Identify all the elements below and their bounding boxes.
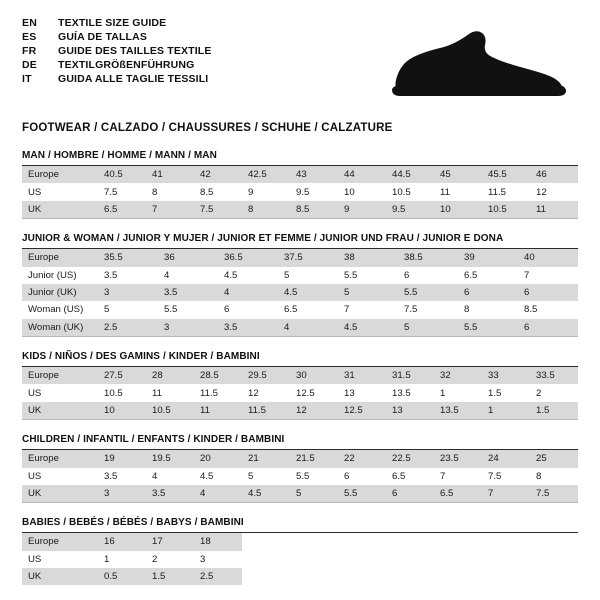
size-cell: 10.5 [104, 387, 123, 399]
empty-cell [290, 568, 338, 585]
size-cell: 32 [434, 367, 482, 384]
empty-cell [482, 568, 530, 585]
size-cell: 5 [284, 269, 290, 281]
size-cell: 45.5 [482, 166, 530, 183]
empty-cell [530, 533, 578, 550]
size-block-junior-woman [22, 233, 578, 337]
size-cell: 3.5 [104, 269, 118, 281]
size-cell: 41 [146, 166, 194, 183]
size-cell: 6.5 [392, 470, 406, 482]
size-cell: 11 [440, 186, 450, 198]
empty-cell [338, 551, 386, 568]
size-cell: 16 [98, 533, 146, 550]
size-cell: 8 [536, 470, 542, 482]
page-title: FOOTWEAR / CALZADO / CHAUSSURES / SCHUHE / CALZATURE [22, 122, 393, 134]
size-cell: 7.5 [530, 485, 578, 503]
size-cell: 8 [464, 304, 470, 316]
language-row [22, 32, 211, 46]
empty-cell [530, 551, 578, 568]
block-title: JUNIOR & WOMAN / JUNIOR Y MUJER / JUNIOR ET FEMME / JUNIOR UND FRAU / JUNIOR E DONA [22, 233, 578, 249]
size-cell: 10 [98, 402, 146, 420]
size-cell: 6 [518, 284, 578, 301]
row-label: Woman (UK) [22, 319, 98, 337]
size-cell: 9 [338, 201, 386, 219]
size-cell: 13.5 [434, 402, 482, 420]
language-title-list [22, 18, 211, 87]
table-row [22, 249, 578, 266]
empty-cell [386, 533, 434, 550]
size-cell: 7.5 [194, 201, 242, 219]
size-table-kids [22, 367, 578, 420]
table-row [22, 485, 578, 503]
size-cell: 4 [152, 470, 158, 482]
size-cell: 5.5 [398, 284, 458, 301]
size-cell: 31 [338, 367, 386, 384]
size-cell: 5.5 [458, 319, 518, 337]
size-cell: 19.5 [146, 450, 194, 467]
size-table-body [22, 249, 578, 336]
size-cell: 45 [434, 166, 482, 183]
size-cell: 4 [194, 485, 242, 503]
row-label: Europe [22, 166, 98, 183]
empty-cell [434, 568, 482, 585]
size-cell: 4.5 [200, 470, 214, 482]
size-cell: 28 [146, 367, 194, 384]
size-cell: 13 [386, 402, 434, 420]
size-block-man [22, 150, 578, 219]
size-cell: 4.5 [242, 485, 290, 503]
size-cell: 5 [104, 304, 110, 316]
table-row [22, 201, 578, 219]
size-cell: 7.5 [404, 304, 418, 316]
language-code: EN [22, 17, 37, 29]
size-table-babies [22, 533, 578, 585]
row-label: Europe [22, 450, 98, 467]
size-cell: 30 [290, 367, 338, 384]
size-cell: 12.5 [338, 402, 386, 420]
size-cell: 3 [200, 553, 206, 565]
size-cell: 6 [344, 470, 350, 482]
size-cell: 7 [146, 201, 194, 219]
size-cell: 27.5 [98, 367, 146, 384]
size-cell: 10 [344, 186, 355, 198]
table-row [22, 533, 578, 550]
size-cell: 38 [338, 249, 398, 266]
size-cell: 5.5 [344, 269, 358, 281]
size-cell: 5.5 [164, 304, 178, 316]
size-cell: 24 [482, 450, 530, 467]
size-cell: 39 [458, 249, 518, 266]
table-row [22, 384, 578, 401]
size-cell: 6.5 [464, 269, 478, 281]
size-cell: 8 [152, 186, 158, 198]
size-cell: 9 [248, 186, 254, 198]
size-cell: 18 [194, 533, 242, 550]
table-row [22, 468, 578, 485]
empty-cell [242, 568, 290, 585]
size-cell: 3 [98, 485, 146, 503]
row-label: Europe [22, 367, 98, 384]
size-cell: 44.5 [386, 166, 434, 183]
size-table-junior-woman [22, 249, 578, 337]
row-label: UK [22, 568, 98, 585]
table-row [22, 551, 578, 568]
empty-cell [386, 568, 434, 585]
size-cell: 13 [344, 387, 355, 399]
size-cell: 29.5 [242, 367, 290, 384]
language-title: TEXTILE SIZE GUIDE [58, 17, 167, 29]
size-cell: 5 [290, 485, 338, 503]
language-title: TEXTILGRÖßENFÜHRUNG [58, 58, 195, 71]
size-block-children [22, 434, 578, 503]
language-row [22, 18, 211, 32]
row-label: UK [22, 402, 98, 420]
row-label: Junior (US) [28, 269, 77, 281]
size-cell: 21 [242, 450, 290, 467]
size-cell: 0.5 [98, 568, 146, 585]
size-cell: 13.5 [392, 387, 411, 399]
size-cell: 6 [518, 319, 578, 337]
size-cell: 19 [98, 450, 146, 467]
size-cell: 9.5 [386, 201, 434, 219]
size-cell: 7 [524, 269, 530, 281]
row-label: Europe [22, 249, 98, 266]
size-cell: 4 [278, 319, 338, 337]
size-cell: 7 [440, 470, 446, 482]
size-table-body [22, 166, 578, 219]
row-label: US [28, 186, 42, 198]
size-cell: 3.5 [104, 470, 118, 482]
empty-cell [338, 533, 386, 550]
row-label: UK [22, 485, 98, 503]
size-cell: 11.5 [200, 387, 218, 399]
block-title: KIDS / NIÑOS / DES GAMINS / KINDER / BAMBINI [22, 351, 578, 367]
size-cell: 3.5 [158, 284, 218, 301]
language-code: ES [22, 30, 37, 43]
empty-cell [242, 533, 290, 550]
size-block-babies [22, 517, 578, 585]
empty-cell [338, 568, 386, 585]
size-cell: 17 [146, 533, 194, 550]
size-cell: 12 [248, 387, 259, 399]
size-cell: 11.5 [488, 186, 506, 198]
empty-cell [386, 551, 434, 568]
size-cell: 10 [434, 201, 482, 219]
size-cell: 12 [290, 402, 338, 420]
size-cell: 3.5 [146, 485, 194, 503]
size-cell: 38.5 [398, 249, 458, 266]
size-cell: 8.5 [524, 304, 538, 316]
size-cell: 2.5 [194, 568, 242, 585]
size-table-body [22, 450, 578, 503]
table-row [22, 402, 578, 420]
empty-cell [434, 533, 482, 550]
size-cell: 2.5 [98, 319, 158, 337]
size-cell: 4.5 [338, 319, 398, 337]
size-cell: 4 [218, 284, 278, 301]
language-row [22, 46, 211, 60]
size-cell: 11 [530, 201, 578, 219]
size-cell: 3 [98, 284, 158, 301]
size-cell: 20 [194, 450, 242, 467]
row-label: US [28, 387, 42, 399]
size-cell: 40 [518, 249, 578, 266]
table-row [22, 284, 578, 301]
table-row [22, 367, 578, 384]
size-cell: 42.5 [242, 166, 290, 183]
size-cell: 5 [398, 319, 458, 337]
size-cell: 6 [458, 284, 518, 301]
size-cell: 40.5 [98, 166, 146, 183]
size-cell: 7.5 [104, 186, 118, 198]
size-cell: 4.5 [224, 269, 238, 281]
size-cell: 22 [338, 450, 386, 467]
size-cell: 36 [158, 249, 218, 266]
size-cell: 33.5 [530, 367, 578, 384]
row-label: US [28, 470, 42, 482]
language-code: FR [22, 44, 37, 57]
size-cell: 6 [224, 304, 230, 316]
language-title: GUÍA DE TALLAS [58, 30, 148, 43]
table-row [22, 183, 578, 200]
table-row [22, 319, 578, 337]
row-label: Woman (US) [28, 304, 84, 316]
empty-cell [482, 551, 530, 568]
table-row [22, 301, 578, 318]
size-cell: 12.5 [296, 387, 315, 399]
size-cell: 8.5 [290, 201, 338, 219]
size-cell: 25 [530, 450, 578, 467]
empty-cell [242, 551, 290, 568]
block-title: BABIES / BEBÉS / BÉBÉS / BABYS / BAMBINI [22, 517, 578, 533]
size-block-kids [22, 351, 578, 420]
language-title: GUIDA ALLE TAGLIE TESSILI [58, 72, 209, 85]
empty-cell [290, 551, 338, 568]
language-code: DE [22, 58, 37, 71]
table-row [22, 267, 578, 284]
row-label: US [28, 553, 42, 565]
size-table-man [22, 166, 578, 219]
size-cell: 42 [194, 166, 242, 183]
size-cell: 1.5 [488, 387, 502, 399]
table-row [22, 166, 578, 183]
size-table-children [22, 450, 578, 503]
size-cell: 44 [338, 166, 386, 183]
language-code: IT [22, 72, 32, 85]
size-cell: 5.5 [296, 470, 310, 482]
size-cell: 3 [158, 319, 218, 337]
size-cell: 6.5 [434, 485, 482, 503]
language-row [22, 60, 211, 74]
size-cell: 28.5 [194, 367, 242, 384]
size-cell: 12 [536, 186, 547, 198]
size-cell: 5 [338, 284, 398, 301]
table-row [22, 568, 578, 585]
size-cell: 43 [290, 166, 338, 183]
language-row [22, 74, 211, 88]
size-cell: 36.5 [218, 249, 278, 266]
size-cell: 37.5 [278, 249, 338, 266]
size-cell: 33 [482, 367, 530, 384]
size-cell: 5.5 [338, 485, 386, 503]
size-cell: 1 [440, 387, 446, 399]
size-cell: 35.5 [98, 249, 158, 266]
dress-shoe-icon [380, 28, 570, 102]
size-cell: 11 [194, 402, 242, 420]
size-cell: 6 [386, 485, 434, 503]
size-cell: 7 [344, 304, 350, 316]
size-cell: 1 [104, 553, 110, 565]
size-cell: 8.5 [200, 186, 214, 198]
size-cell: 5 [248, 470, 254, 482]
size-cell: 23.5 [434, 450, 482, 467]
size-table-body [22, 533, 578, 585]
row-label: Junior (UK) [22, 284, 98, 301]
size-cell: 2 [536, 387, 542, 399]
row-label: UK [22, 201, 98, 219]
size-cell: 11.5 [242, 402, 290, 420]
size-cell: 21.5 [290, 450, 338, 467]
size-cell: 31.5 [386, 367, 434, 384]
empty-cell [434, 551, 482, 568]
size-cell: 4.5 [278, 284, 338, 301]
size-cell: 9.5 [296, 186, 310, 198]
size-cell: 7.5 [488, 470, 502, 482]
size-cell: 4 [164, 269, 170, 281]
size-cell: 1 [482, 402, 530, 420]
block-title: MAN / HOMBRE / HOMME / MANN / MAN [22, 150, 578, 166]
size-cell: 2 [152, 553, 158, 565]
empty-cell [290, 533, 338, 550]
empty-cell [530, 568, 578, 585]
size-cell: 6 [404, 269, 410, 281]
language-title: GUIDE DES TAILLES TEXTILE [58, 44, 212, 57]
size-cell: 10.5 [482, 201, 530, 219]
size-cell: 8 [242, 201, 290, 219]
empty-cell [482, 533, 530, 550]
document-header [22, 18, 578, 110]
row-label: Europe [22, 533, 98, 550]
size-cell: 1.5 [530, 402, 578, 420]
size-cell: 46 [530, 166, 578, 183]
size-cell: 6.5 [98, 201, 146, 219]
size-cell: 22.5 [386, 450, 434, 467]
language-title-list-body [22, 18, 211, 87]
size-cell: 10.5 [392, 186, 411, 198]
size-cell: 11 [152, 387, 162, 399]
table-row [22, 450, 578, 467]
block-title: CHILDREN / INFANTIL / ENFANTS / KINDER / BAMBINI [22, 434, 578, 450]
size-cell: 7 [482, 485, 530, 503]
size-cell: 10.5 [146, 402, 194, 420]
size-cell: 1.5 [146, 568, 194, 585]
size-cell: 3.5 [218, 319, 278, 337]
size-table-body [22, 367, 578, 420]
size-cell: 6.5 [284, 304, 298, 316]
